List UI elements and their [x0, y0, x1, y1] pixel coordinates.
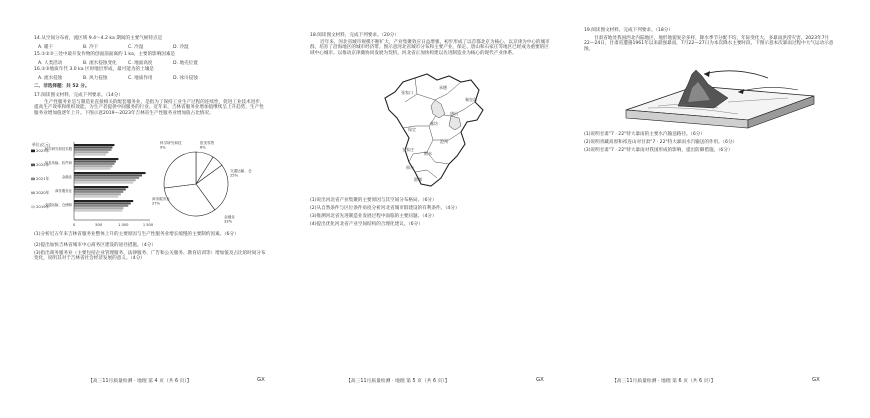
pie-slice [164, 152, 196, 188]
q18-question-2: (2)从自然条件与区位条件角度分析河北省城市群建设的有利条件。（4分） [310, 206, 460, 211]
arrow-head [704, 71, 710, 77]
bar [74, 191, 123, 193]
map-label-qinhuangdao: 秦皇岛 [465, 97, 477, 102]
bar [74, 179, 136, 181]
slice-label: 交通运输、仓 [230, 169, 252, 173]
legend-label: 2021年 [36, 176, 50, 181]
bar [74, 165, 112, 167]
legend-swatch [31, 192, 35, 195]
q19-material: 甘肃省地处我国西北内陆地区，地形地貌复杂多样，降水季节分配不均，年际变化大，多暴雨洪涝灾害。2023年7月22—24日，甘肃省遭遇1961年以来最强暴雨，7月22—27日为本次降水主要时段。下图示意本次暴雨过程中大气运动示意图。 [584, 36, 834, 52]
bar [74, 172, 146, 174]
q14-stem: 14.从空间分布看，流区域 9.4～4.2 ka 期间的主要气候特点是 [34, 36, 163, 41]
slice-value: 6% [200, 145, 206, 150]
q14-option-c[interactable]: C. 冷湿 [128, 45, 144, 50]
bar [74, 182, 133, 184]
bar [74, 196, 118, 198]
tick-label: 500 [95, 223, 103, 227]
legend-label: 2020年 [36, 190, 50, 195]
bar [74, 149, 111, 151]
bar [74, 202, 131, 204]
legend-swatch [31, 206, 35, 209]
q18-question-1: (1)说出河北省产业集聚的主要原因与其空间分布格局。（6分） [310, 198, 437, 203]
slice-label: 批发零售 [200, 141, 215, 145]
bar [74, 205, 128, 207]
q16-options [38, 75, 218, 81]
q18-question-4: (4)提出优化河北省产业空间结构的合理化建议。（6分） [310, 222, 423, 227]
q14-option-a[interactable]: A. 暖干 [38, 45, 54, 50]
q19-question-1: (1)说明甘肃"7 · 22"特大暴雨的主要水汽输送路径。（6分） [584, 132, 705, 137]
legend-label: 2019年 [36, 204, 50, 209]
map-label-chengde: 承德 [439, 85, 447, 90]
gx-mark: GX [536, 377, 544, 383]
legend-swatch [31, 164, 35, 167]
category-label: 交通运输、仓储和 [44, 203, 72, 207]
bar [74, 151, 109, 153]
q18-question-3: (3)推测河北省先进制造业发展过程中面临的主要问题。（4分） [310, 214, 437, 219]
bar [74, 163, 114, 165]
category-label: 科学研究和技术服 [44, 147, 72, 151]
q16-option-a[interactable]: A. 流水侵蚀 [38, 76, 63, 81]
bar [74, 177, 139, 179]
slice-label: 科学研究和技 [160, 141, 182, 145]
q15-options [38, 60, 218, 66]
bar [74, 174, 142, 176]
tick-label: 1 000 [118, 223, 129, 227]
legend-swatch [31, 178, 35, 181]
q19-question-3: (3)说明甘肃"7 · 22"特大暴雨对我国形成的影响，提出防御措施。（6分） [584, 148, 733, 153]
bar [74, 160, 116, 162]
category-label: 商务服务业 [55, 189, 72, 193]
q18-heading: 18.阅读图文材料，完成下列要求。（20分） [310, 33, 399, 38]
gx-mark: GX [257, 377, 265, 383]
gx-mark: GX [812, 377, 820, 383]
tick-label: 1 500 [142, 223, 154, 227]
legend-label: 2023年 [36, 148, 50, 153]
q19-question-2: (2)说明青藏高原和祁连山对甘肃"7 · 22"特大暴雨水汽输送的作用。（6分） [584, 140, 738, 145]
category-label: 金融业 [61, 175, 72, 179]
q16-option-c[interactable]: C. 地质作用 [128, 76, 153, 81]
bar [74, 186, 128, 188]
q17-question-2: (2)提出加快吉林省城市中心商务区建设的途径措施。（4分） [34, 243, 156, 248]
q14-options [38, 44, 218, 50]
slice-label: 金融业 [224, 215, 235, 219]
map-label-hengshui: 衡水 [424, 151, 432, 156]
bar [74, 188, 126, 190]
map-label-handan: 邯郸 [414, 177, 422, 182]
bar [74, 144, 114, 146]
q14-option-b[interactable]: B. 冷干 [83, 45, 99, 50]
map-label-baoding: 保定 [408, 127, 416, 132]
map-label-shijiazhuang: 石家庄 [402, 147, 414, 152]
map-label-tangshan: 唐山 [450, 111, 458, 116]
map-label-zhangjiakou: 张家口 [401, 90, 413, 95]
page-footer: 【高三11月质量检测 · 地理 第 5 页（共 6 页）】 [346, 379, 450, 384]
q19-heading: 19.阅读图文材料，完成下列要求。（18分） [584, 28, 673, 33]
map-label-xingtai: 邢台 [406, 165, 414, 170]
exam-page-6 [580, 0, 870, 418]
section-2-heading: 二、非选择题：共 52 分。 [34, 84, 90, 89]
slice-value: 25% [230, 173, 238, 178]
terrain-block-diagram [618, 62, 818, 136]
q15-option-d[interactable]: D. 地壳位置 [173, 61, 198, 66]
bar [74, 200, 133, 202]
bar [74, 193, 121, 195]
category-label: 信息传输、软件和 [44, 161, 72, 165]
bar-chart [30, 138, 158, 230]
q17-material: 生产性服务业是与制造业直接相关的配套服务业，是指为了保持工业生产过程的连续性，促进工业技术进步，提高生产效率和组织效能，为生产者提供中间服务的行业。近年来，吉林省服务业增加值继续呈上升趋势，生产性服务业增加值逐年上升。下图示意2019—2023年吉林省生产性服务业增加值占比情况。 [34, 100, 265, 116]
q15-option-a[interactable]: A. 人类活动 [38, 61, 63, 66]
map-label-cangzhou: 沧州 [440, 139, 448, 144]
bar [74, 210, 122, 212]
slice-value: 27% [152, 201, 160, 206]
bar [74, 207, 123, 209]
y-axis-label: 单位(亿元) [32, 142, 51, 147]
page-footer: 【高三11月质量检测 · 地理 第 4 页（共 6 页）】 [88, 379, 192, 384]
pie-chart [150, 138, 262, 230]
bar [74, 158, 118, 160]
slice-value: 33% [224, 219, 232, 224]
q15-stem: 15.①②③三处中最开发作物的创面前面离约 1 ka，主要的影响因素是 [34, 52, 176, 57]
bar [74, 154, 106, 156]
q15-option-b[interactable]: B. 流水侵蚀变化 [83, 61, 117, 66]
q15-option-c[interactable]: C. 地面高度 [128, 61, 153, 66]
exam-page-4 [0, 0, 290, 418]
q16-stem: 16.①③地质年代 3.0 ka 区时地层形成，最可能为的土壤是 [34, 67, 154, 72]
page-footer: 【高三11月质量检测 · 地理 第 6 页（共 6 页）】 [612, 379, 716, 384]
q14-option-d[interactable]: D. 冷湿 [173, 45, 189, 50]
slice-value: 9% [160, 145, 166, 150]
tick-label: 0 [72, 223, 76, 227]
q16-option-d[interactable]: D. 冰川侵蚀 [173, 76, 198, 81]
q17-heading: 17.阅读图文材料，完成下列要求。（14分） [34, 93, 123, 98]
legend-label: 2022年 [36, 162, 50, 167]
province-outline [385, 74, 483, 186]
vapor-flow-arrow [704, 71, 768, 78]
bar [74, 146, 112, 148]
q17-question-3: (3)指出商务服务业（主要包括企业管理服务、法律服务、广告和公关服务、教育培训等）增加值及占比的时间分布变化，说明其对于吉林省社会经济发展的意义。（4分） [34, 251, 266, 262]
slice-label: 商务服务业 [152, 197, 170, 201]
hebei-map [375, 70, 495, 192]
map-label-langfang: 廊坊 [430, 121, 438, 126]
bar [74, 168, 111, 170]
q18-material: 近年来，河北省城市规模不断扩大，产业集聚效应日益增强，初步形成了以首都北京为核心、以京津为中心的城市群，培育了沿海地区的城市经济带。图示意河北省城市分布和主要产业，保定、唐山和石家庄等地区已经成为重要的区域中心城市。以推动京津冀协同发展为契机，河北省正加快构建以先进制造业为核心的现代产业体系。 [310, 40, 550, 56]
legend-swatch [31, 150, 35, 153]
q17-question-1: (1)分析近五年来吉林省服务业整体上升的主要原因与生产性服务业增长缓慢的主要制约因素。（6分） [34, 232, 239, 237]
q16-option-b[interactable]: B. 风力侵蚀 [83, 76, 108, 81]
exam-page-5 [290, 0, 580, 418]
